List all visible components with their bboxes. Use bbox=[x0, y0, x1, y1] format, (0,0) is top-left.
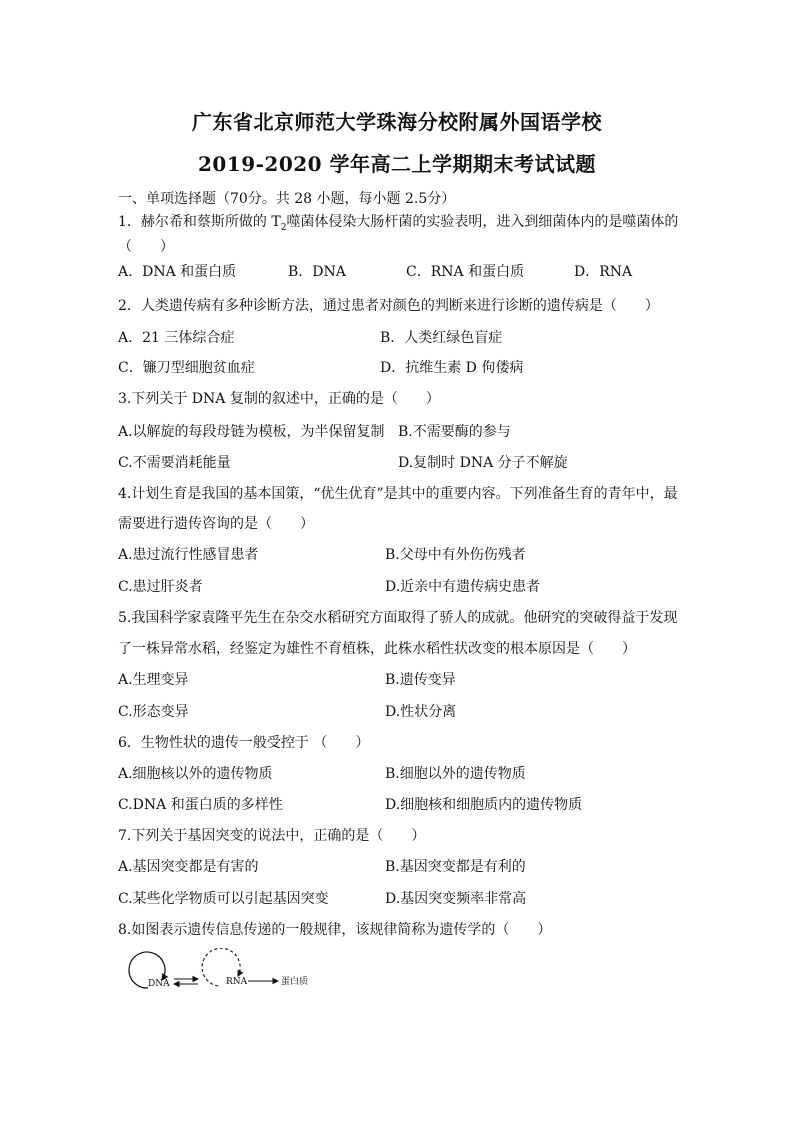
q1-stem-a: 1．赫尔希和蔡斯所做的 T bbox=[118, 214, 281, 230]
title-exam: 2019-2020 学年高二上学期期末考试试题 bbox=[197, 152, 597, 176]
q7-option-a: A.基因突变都是有害的 bbox=[118, 859, 259, 875]
q1-option-b: B．DNA bbox=[288, 264, 346, 280]
q2-option-b: B．人类红绿色盲症 bbox=[380, 330, 503, 346]
q5-stem-line2: 了一株异常水稻，经鉴定为雄性不育植株，此株水稻性状改变的根本原因是（ ） bbox=[118, 641, 636, 657]
label-dna: DNA bbox=[148, 979, 170, 989]
q7-stem: 7.下列关于基因突变的说法中，正确的是（ ） bbox=[118, 828, 426, 844]
q3-option-c: C.不需要消耗能量 bbox=[118, 455, 231, 471]
q2-stem: 2．人类遗传病有多种诊断方法，通过患者对颜色的判断来进行诊断的遗传病是（ ） bbox=[118, 298, 659, 314]
q4-option-d: D.近亲中有遗传病史患者 bbox=[385, 579, 541, 595]
q4-option-b: B.父母中有外伤伤残者 bbox=[385, 547, 526, 563]
q3-option-b: B.不需要酶的参与 bbox=[398, 424, 511, 440]
central-dogma-diagram bbox=[118, 948, 338, 998]
label-protein: 蛋白质 bbox=[281, 977, 309, 987]
q4-stem-line1: 4.计划生育是我国的基本国策，“优生优育”是其中的重要内容。下列准备生育的青年中，最 bbox=[118, 486, 678, 502]
q1-option-a: A．DNA 和蛋白质 bbox=[118, 264, 237, 280]
q5-stem-line1: 5.我国科学家袁隆平先生在杂交水稻研究方面取得了骄人的成就。他研究的突破得益于发现 bbox=[118, 610, 678, 626]
q5-option-b: B.遗传变异 bbox=[385, 672, 456, 688]
q7-option-b: B.基因突变都是有利的 bbox=[385, 859, 526, 875]
q1-stem-sub: 2 bbox=[280, 222, 287, 233]
q8-stem: 8.如图表示遗传信息传递的一般规律，该规律简称为遗传学的（ ） bbox=[118, 922, 552, 938]
q6-option-c: C.DNA 和蛋白质的多样性 bbox=[118, 797, 283, 813]
q4-stem-line2: 需要进行遗传咨询的是（ ） bbox=[118, 516, 314, 532]
label-rna: RNA bbox=[226, 977, 248, 987]
q1-stem-paren: （ ） bbox=[118, 239, 174, 255]
q1-stem-b: 噬菌体侵染大肠杆菌的实验表明，进入到细菌体内的是噬菌体的 bbox=[286, 214, 679, 230]
q2-option-a: A．21 三体综合症 bbox=[118, 330, 235, 346]
q7-option-d: D.基因突变频率非常高 bbox=[385, 891, 527, 907]
q1-option-c: C．RNA 和蛋白质 bbox=[406, 264, 525, 280]
q3-stem: 3.下列关于 DNA 复制的叙述中，正确的是（ ） bbox=[118, 391, 440, 407]
q1-option-d: D．RNA bbox=[574, 264, 633, 280]
q5-option-a: A.生理变异 bbox=[118, 672, 189, 688]
q2-option-d: D．抗维生素 D 佝偻病 bbox=[380, 360, 524, 376]
q5-option-c: C.形态变异 bbox=[118, 704, 189, 720]
q4-option-a: A.患过流行性感冒患者 bbox=[118, 547, 259, 563]
title-school: 广东省北京师范大学珠海分校附属外国语学校 bbox=[192, 110, 602, 134]
q5-option-d: D.性状分离 bbox=[385, 704, 457, 720]
q6-option-b: B.细胞以外的遗传物质 bbox=[385, 766, 526, 782]
q2-option-c: C．镰刀型细胞贫血症 bbox=[118, 360, 255, 376]
q4-option-c: C.患过肝炎者 bbox=[118, 579, 203, 595]
section-heading: 一、单项选择题（70分。共 28 小题，每小题 2.5分） bbox=[118, 191, 456, 207]
q3-option-a: A.以解旋的每段母链为模板，为半保留复制 bbox=[118, 424, 385, 440]
q3-option-d: D.复制时 DNA 分子不解旋 bbox=[398, 455, 568, 471]
q6-option-d: D.细胞核和细胞质内的遗传物质 bbox=[385, 797, 583, 813]
q6-stem: 6．生物性状的遗传一般受控于 （ ） bbox=[118, 735, 370, 751]
q1-stem bbox=[118, 213, 678, 237]
q6-option-a: A.细胞核以外的遗传物质 bbox=[118, 766, 273, 782]
q7-option-c: C.某些化学物质可以引起基因突变 bbox=[118, 891, 329, 907]
